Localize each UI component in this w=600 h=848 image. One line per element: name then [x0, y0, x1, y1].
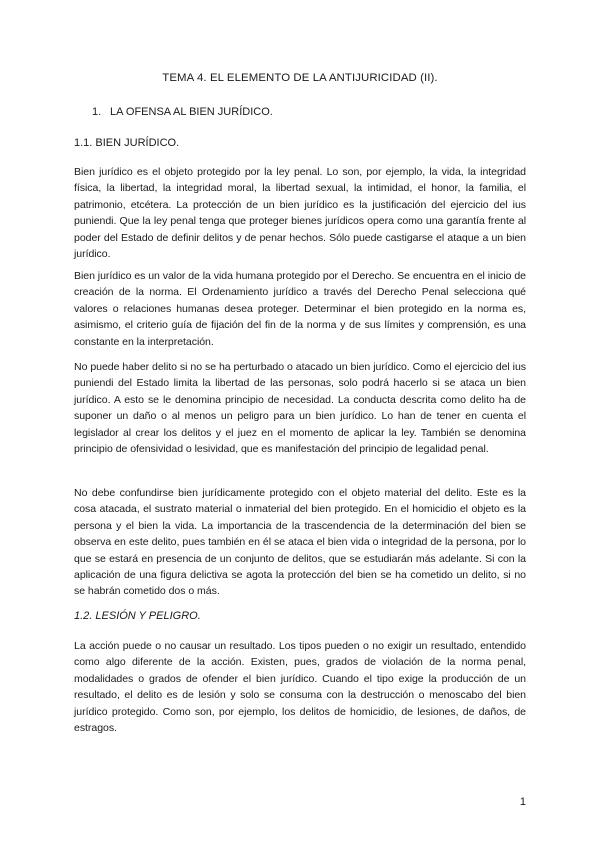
section-number: 1.: [92, 106, 102, 118]
subsection-heading-1-2: 1.2. LESIÓN Y PELIGRO.: [74, 610, 201, 622]
page-number: 1: [519, 796, 526, 808]
paragraph-2: Bien jurídico es un valor de la vida humana protegido por el Derecho. Se encuentra en el inicio de creación de la norma. El Ordenamiento jurídico a través del Derecho Penal selecciona qué valores o relaciones humanas desea proteger. Determinar el bien protegido en la norma es, asimismo, el criterio guía de fijación del fin de la norma y de sus límites y comprensión, es una constante en la interpretación.: [74, 270, 526, 348]
paragraph-1: Bien jurídico es el objeto protegido por la ley penal. Lo son, por ejemplo, la vida, la integridad física, la libertad, la integridad moral, la libertad sexual, la intimidad, el honor, la familia, el patrimonio, etcétera. La protección de un bien jurídico es la justificación del ejercicio del ius puniendi. Que la ley penal tenga que proteger bienes jurídicos opera como una garantía frente al poder del Estado de definir delitos y de penar hechos. Sólo puede castigarse el ataque a un bien jurídico.: [74, 166, 526, 261]
page-title: TEMA 4. EL ELEMENTO DE LA ANTIJURICIDAD (II).: [162, 72, 438, 84]
section-heading-1: [92, 106, 273, 118]
paragraph-4: No debe confundirse bien jurídicamente protegido con el objeto material del delito. Este es la cosa atacada, el sustrato material o inmaterial del bien protegido. En el homicidio el objeto es la persona y el bien la vida. La importancia de la trascendencia de la determinación del bien se observa en este delito, pues también en él se ataca el bien vida o integridad de la persona, por lo que se estará en presencia de un conjunto de delitos, que se estudiarán más adelante. Si con la aplicación de una figura delictiva se agota la protección del bien se ha cometido un delito, si no se habrán cometido dos o más.: [74, 487, 526, 598]
paragraph-5: La acción puede o no causar un resultado. Los tipos pueden o no exigir un resultado, entendido como algo diferente de la acción. Existen, pues, grados de violación de la norma penal, modalidades o grados de ofender el bien jurídico. Cuando el tipo exige la producción de un resultado, el delito es de lesión y solo se consuma con la destrucción o menoscabo del bien jurídico protegido. Como son, por ejemplo, los delitos de homicidio, de lesiones, de daños, de estragos.: [74, 640, 526, 735]
paragraph-3: No puede haber delito si no se ha perturbado o atacado un bien jurídico. Como el ejercicio del ius puniendi del Estado limita la libertad de las personas, solo podrá hacerlo si se ataca un bien jurídico. A esto se le denomina principio de necesidad. La conducta descrita como delito ha de suponer un daño o al menos un peligro para un bien jurídico. Lo han de tener en cuenta el legislador al crear los delitos y el juez en el momento de aplicar la ley. También se denomina principio de ofensividad o lesividad, que es manifestación del principio de legalidad penal.: [74, 361, 526, 456]
subsection-heading-1-1: 1.1. BIEN JURÍDICO.: [74, 137, 180, 149]
section-heading-text: LA OFENSA AL BIEN JURÍDICO.: [110, 106, 273, 118]
